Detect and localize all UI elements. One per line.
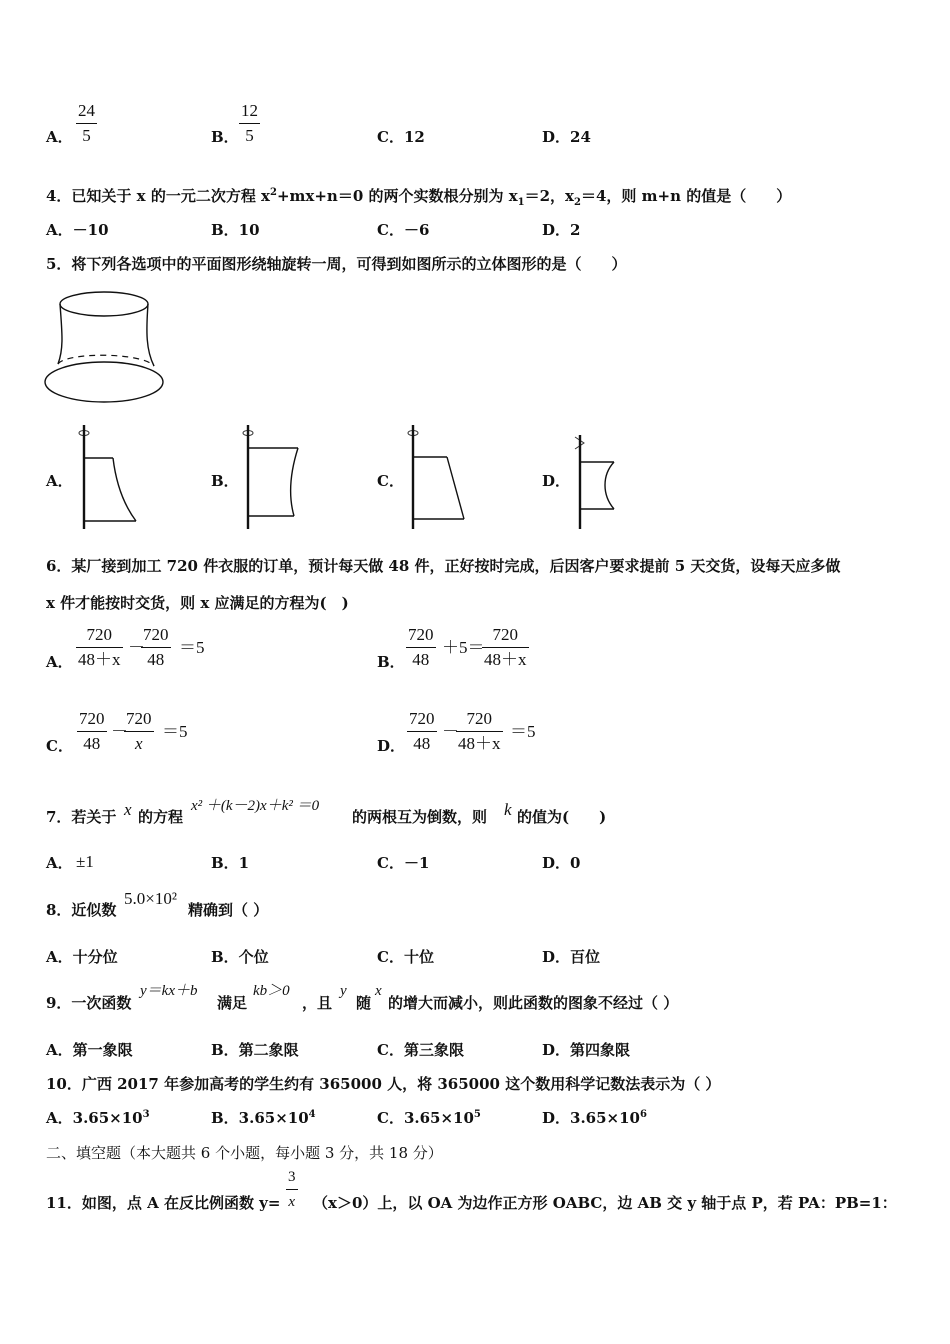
q4-stem: 4．已知关于 x 的一元二次方程 $x^2+mx+n=0$ 的两个实数根分别为 $x_1=2$，$x_2=4$，则 m+n 的值是（ ） [46, 187, 792, 208]
q8-option-d: D．百位 [542, 948, 601, 966]
q8-option-a: A．十分位 [46, 948, 118, 966]
q6-b-frac1: 720 48 [408, 625, 434, 669]
q3-option-a-label: A． [46, 128, 73, 146]
q9-option-c: C．第三象限 [377, 1041, 464, 1059]
q7-stem-part2: 的方程 [138, 808, 184, 826]
q6-d-rhs: ＝5 [510, 722, 536, 741]
q9-stem-part4: 随 [356, 994, 372, 1012]
q6-b-frac2: 720 48＋x [484, 625, 527, 669]
q6-c-frac2: 720 x [126, 709, 152, 753]
q9-stem-part1: 9．一次函数 [46, 994, 132, 1012]
numerator: 12 [241, 101, 258, 120]
q8-stem-part1: 8．近似数 [46, 901, 117, 919]
q8-stem-part2: 精确到（ ） [188, 901, 269, 919]
q11-fraction: 3 x [288, 1169, 296, 1210]
q4-option-b: B．10 [211, 221, 260, 239]
q3-option-a-fraction [76, 101, 97, 146]
q9-option-a: A．第一象限 [46, 1041, 133, 1059]
q11-stem-part1: 11．如图，点 A 在反比例函数 y= [46, 1194, 281, 1212]
q10-option-d: D．$3.65\times 10^6$ [542, 1109, 647, 1127]
q9-function: y＝kx＋b [140, 983, 198, 999]
q7-option-c: C．－1 [377, 854, 430, 872]
q10-option-c: C．$3.65\times 10^5$ [377, 1109, 481, 1127]
q6-c-frac1: 720 48 [79, 709, 105, 753]
q8-option-c: C．十位 [377, 948, 434, 966]
q9-var-x: x [375, 983, 382, 999]
q6-option-a-label: A． [46, 653, 73, 671]
q10-option-a: A．$3.65\times 10^3$ [46, 1109, 150, 1127]
q5-option-b-figure [240, 423, 306, 531]
q3-option-b-label: B． [211, 128, 239, 146]
q4-option-d: D．2 [542, 221, 581, 239]
q8-number: 5.0×10² [124, 889, 177, 908]
q6-a-frac2: 720 48 [143, 625, 169, 669]
q4-option-a: A．－10 [46, 221, 109, 239]
q5-option-d-figure [572, 433, 624, 531]
q7-equation: x² ＋(k－2)x＋k² ＝0 [191, 798, 320, 814]
q7-stem-part3: 的两根互为倒数，则 [352, 808, 488, 826]
q7-option-a-value: ±1 [76, 852, 94, 871]
q6-d-frac1: 720 48 [409, 709, 435, 753]
denominator: 5 [245, 126, 254, 145]
q5-option-a-label: A． [46, 472, 73, 490]
q7-var-x: x [124, 800, 132, 819]
q3-option-d: D．24 [542, 128, 591, 146]
q5-option-c-label: C． [377, 472, 404, 490]
q10-stem: 10．广西 2017 年参加高考的学生约有 365000 人，将 365000 这个数用科学记数法表示为（ ） [46, 1075, 721, 1093]
q9-option-d: D．第四象限 [542, 1041, 631, 1059]
q5-option-b-label: B． [211, 472, 239, 490]
q6-a-rhs: ＝5 [179, 638, 205, 657]
q6-b-operator: ＋5＝ [442, 638, 485, 657]
q6-c-operator: － [111, 722, 128, 741]
q10-option-b: B．$3.65\times 10^4$ [211, 1109, 316, 1127]
q6-option-b-label: B． [377, 653, 405, 671]
q6-a-frac1: 720 48＋x [78, 625, 121, 669]
q9-stem-part5: 的增大而减小，则此函数的图象不经过（ ） [388, 994, 679, 1012]
q7-stem-part1: 7．若关于 [46, 808, 117, 826]
q9-option-b: B．第二象限 [211, 1041, 299, 1059]
q6-d-operator: － [442, 722, 459, 741]
q6-stem-line2: x 件才能按时交货，则 x 应满足的方程为( ) [46, 594, 349, 612]
q7-stem-part4: 的值为( ) [517, 808, 607, 826]
q7-option-d: D．0 [542, 854, 581, 872]
q3-option-c: C．12 [377, 128, 425, 146]
q7-option-b: B．1 [211, 854, 250, 872]
q6-c-rhs: ＝5 [162, 722, 188, 741]
q6-option-c-label: C． [46, 737, 73, 755]
q5-option-d-label: D． [542, 472, 571, 490]
numerator: 24 [78, 101, 95, 120]
q3-option-b-fraction [239, 101, 260, 146]
q6-a-operator: － [128, 638, 145, 657]
q4-option-c: C．－6 [377, 221, 430, 239]
q6-stem-line1: 6．某厂接到加工 720 件衣服的订单，预计每天做 48 件，正好按时完成，后因客户要求提前 5 天交货，设每天应多做 [46, 557, 841, 575]
q5-option-a-figure [76, 423, 142, 531]
q5-option-c-figure [405, 423, 471, 531]
q6-option-d-label: D． [377, 737, 406, 755]
denominator: 5 [82, 126, 91, 145]
solid-figure [44, 290, 170, 406]
q9-stem-part3: ，且 [302, 994, 333, 1012]
q7-var-k: k [504, 800, 512, 819]
q11-stem-part2: （x＞0）上，以 OA 为边作正方形 OABC，边 AB 交 y 轴于点 P，若 PA：PB=1： [313, 1194, 897, 1212]
q9-var-y: y [340, 983, 347, 999]
q9-condition: kb＞0 [253, 983, 290, 999]
section-heading: 二、填空题（本大题共 6 个小题，每小题 3 分，共 18 分） [46, 1144, 443, 1162]
q8-option-b: B．个位 [211, 948, 269, 966]
q9-stem-part2: 满足 [217, 994, 248, 1012]
q6-d-frac2: 720 48＋x [458, 709, 501, 753]
q5-stem: 5．将下列各选项中的平面图形绕轴旋转一周，可得到如图所示的立体图形的是（ ） [46, 255, 627, 273]
q7-option-a-label: A． [46, 854, 73, 872]
